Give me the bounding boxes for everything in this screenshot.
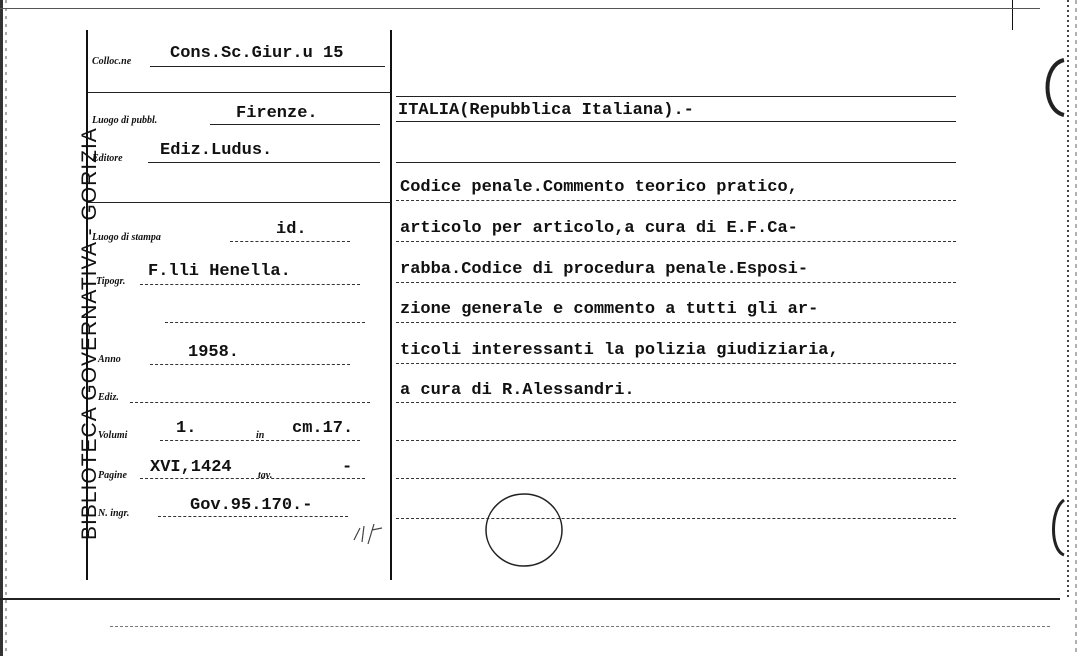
right-rule-9 bbox=[396, 440, 956, 441]
collocazione-value: Cons.Sc.Giur.u 15 bbox=[170, 44, 344, 63]
anno-underline bbox=[150, 364, 350, 365]
editore-label: Editore bbox=[92, 153, 123, 164]
ink-mark bbox=[350, 520, 390, 550]
right-rule-4 bbox=[396, 241, 956, 242]
collocazione-label: Colloc.ne bbox=[92, 56, 132, 67]
luogo-stampa-label: Luogo di stampa bbox=[92, 232, 161, 243]
entry-line-2: articolo per articolo,a cura di E.F.Ca- bbox=[400, 219, 798, 238]
ediz-underline bbox=[130, 402, 370, 403]
tipogr-value: F.lli Henella. bbox=[148, 262, 291, 281]
pagine-underline bbox=[140, 478, 365, 479]
n-ingr-value: Gov.95.170.- bbox=[190, 496, 313, 515]
center-divider-rule bbox=[390, 30, 392, 580]
luogo-pubbl-underline bbox=[210, 124, 380, 125]
tipogr-underline bbox=[140, 284, 360, 285]
row-rule-2 bbox=[88, 202, 390, 203]
entry-line-6: a cura di R.Alessandri. bbox=[400, 381, 635, 400]
right-rule-1 bbox=[396, 121, 956, 122]
blank-rule-1 bbox=[165, 322, 365, 323]
left-margin-rule bbox=[86, 30, 88, 580]
volumi-underline bbox=[160, 440, 360, 441]
library-stamp-text: BIBLIOTECA GOVERNATIVA - GORIZIA bbox=[78, 127, 101, 540]
library-stamp bbox=[18, 70, 108, 540]
card-right-edge bbox=[1020, 0, 1080, 656]
anno-value: 1958. bbox=[188, 343, 240, 362]
right-rule-5 bbox=[396, 282, 956, 283]
punch-hole bbox=[478, 488, 578, 578]
top-border-line bbox=[0, 8, 1040, 9]
entry-line-3: rabba.Codice di procedura penale.Esposi- bbox=[400, 260, 809, 279]
entry-line-1: Codice penale.Commento teorico pratico, bbox=[400, 178, 798, 197]
editore-value: Ediz.Ludus. bbox=[160, 141, 273, 160]
editore-underline bbox=[148, 162, 380, 163]
pagine-label: Pagine bbox=[98, 470, 127, 481]
volumi-label: Volumi bbox=[98, 430, 128, 441]
row-rule-1 bbox=[88, 92, 390, 93]
luogo-pubbl-label: Luogo di pubbl. bbox=[92, 115, 158, 126]
n-ingr-label: N. ingr. bbox=[98, 508, 130, 519]
volumi-format: cm.17. bbox=[292, 419, 354, 438]
bottom-border-line bbox=[0, 598, 1060, 600]
volumi-value: 1. bbox=[176, 419, 197, 438]
card-left-edge bbox=[0, 0, 10, 656]
right-rule-8 bbox=[396, 402, 956, 403]
bottom-dashed-line bbox=[110, 626, 1050, 627]
entry-line-5: ticoli interessanti la polizia giudiziaria, bbox=[400, 341, 839, 360]
entry-heading: ITALIA(Repubblica Italiana).- bbox=[398, 101, 694, 120]
right-rule-top bbox=[396, 96, 956, 97]
anno-label: Anno bbox=[98, 354, 121, 365]
right-rule-3 bbox=[396, 200, 956, 201]
luogo-stampa-value: id. bbox=[276, 220, 307, 239]
tipogr-label: Tipogr. bbox=[96, 276, 126, 287]
right-rule-7 bbox=[396, 363, 956, 364]
entry-line-4: zione generale e commento a tutti gli ar- bbox=[400, 300, 819, 319]
pagine-value: XVI,1424 bbox=[150, 458, 232, 477]
collocazione-underline bbox=[150, 66, 385, 67]
tav-value: - bbox=[342, 458, 353, 477]
luogo-pubbl-value: Firenze. bbox=[236, 104, 318, 123]
volumi-in-label: in bbox=[256, 430, 265, 441]
right-top-rule bbox=[1012, 0, 1013, 30]
luogo-stampa-underline bbox=[230, 241, 350, 242]
n-ingr-underline bbox=[158, 516, 348, 517]
ediz-label: Ediz. bbox=[98, 392, 119, 403]
right-rule-10 bbox=[396, 478, 956, 479]
right-rule-6 bbox=[396, 322, 956, 323]
right-rule-2 bbox=[396, 162, 956, 163]
tav-label: tav. bbox=[258, 470, 273, 481]
